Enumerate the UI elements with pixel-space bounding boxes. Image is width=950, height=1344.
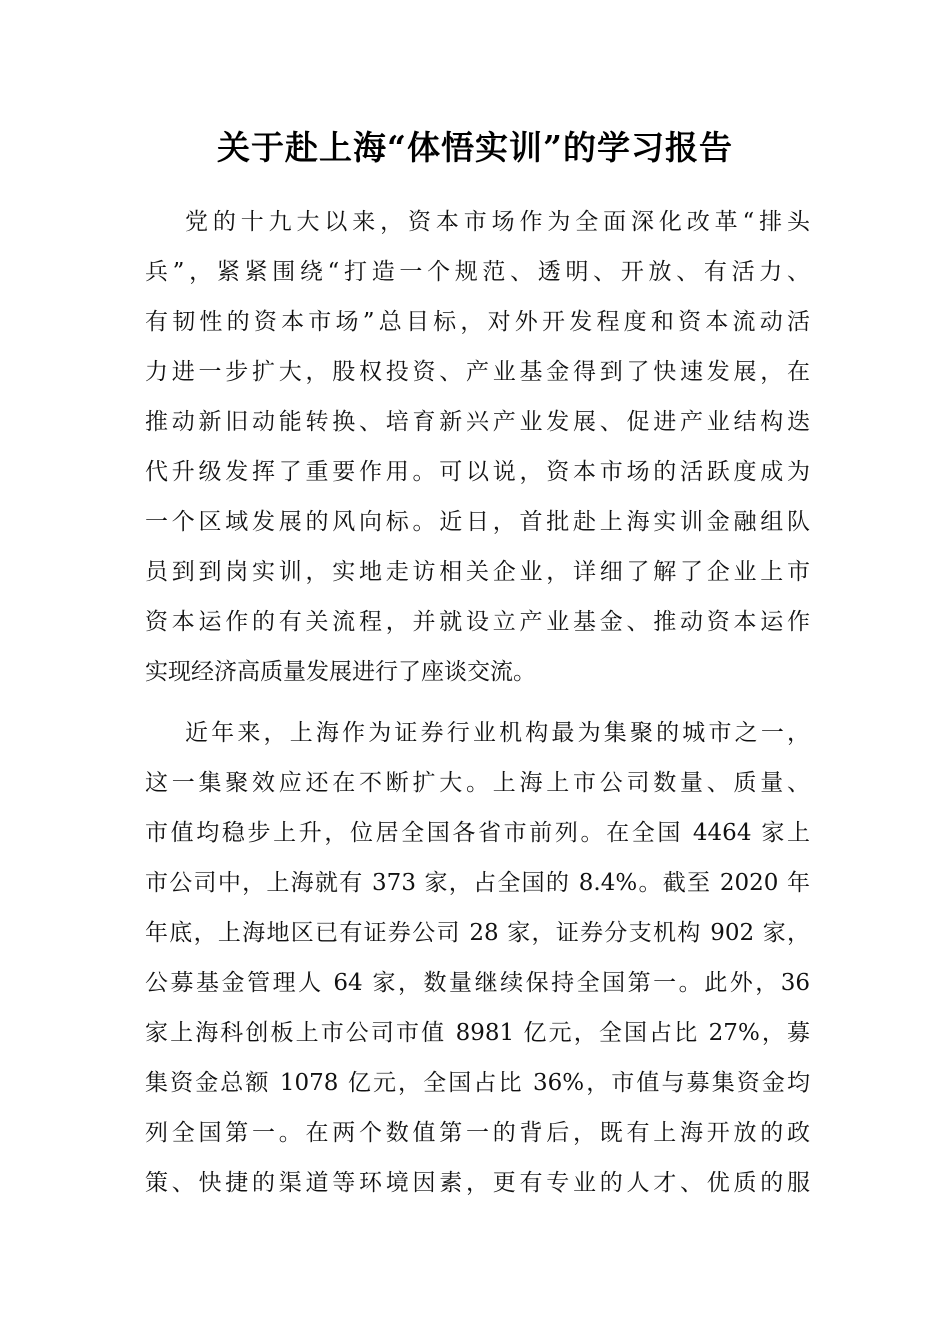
paragraph-line: 市公司中，上海就有 373 家，占全国的 8.4%。截至 2020 年 bbox=[145, 870, 810, 896]
paragraph-line: 推动新旧动能转换、培育新兴产业发展、促进产业结构迭 bbox=[145, 409, 810, 435]
paragraph-line: 员到到岗实训，实地走访相关企业，详细了解了企业上市 bbox=[145, 559, 810, 585]
paragraph-line: 党的十九大以来，资本市场作为全面深化改革“排头 bbox=[185, 209, 810, 235]
paragraph-2 bbox=[145, 708, 810, 1208]
paragraph-line: 近年来，上海作为证券行业机构最为集聚的城市之一， bbox=[185, 720, 810, 746]
paragraph-line: 代升级发挥了重要作用。可以说，资本市场的活跃度成为 bbox=[145, 459, 810, 485]
document-title: 关于赴上海“体悟实训”的学习报告 bbox=[217, 128, 733, 167]
paragraph-line: 有韧性的资本市场”总目标，对外开发程度和资本流动活 bbox=[145, 309, 810, 335]
paragraph-line: 实现经济高质量发展进行了座谈交流。 bbox=[145, 659, 536, 685]
paragraph-line: 策、快捷的渠道等环境因素，更有专业的人才、优质的服 bbox=[145, 1170, 810, 1196]
paragraph-line: 家上海科创板上市公司市值 8981 亿元，全国占比 27%，募 bbox=[145, 1020, 810, 1046]
paragraph-line: 市值均稳步上升，位居全国各省市前列。在全国 4464 家上 bbox=[145, 820, 810, 846]
paragraph-line: 年底，上海地区已有证券公司 28 家，证券分支机构 902 家， bbox=[145, 920, 810, 946]
paragraph-line: 公募基金管理人 64 家，数量继续保持全国第一。此外，36 bbox=[145, 970, 810, 996]
paragraph-line: 这一集聚效应还在不断扩大。上海上市公司数量、质量、 bbox=[145, 770, 810, 796]
paragraph-line: 一个区域发展的风向标。近日，首批赴上海实训金融组队 bbox=[145, 509, 810, 535]
paragraph-line: 资本运作的有关流程，并就设立产业基金、推动资本运作 bbox=[145, 609, 810, 635]
paragraph-line: 集资金总额 1078 亿元，全国占比 36%，市值与募集资金均 bbox=[145, 1070, 810, 1096]
paragraph-1 bbox=[145, 197, 810, 697]
paragraph-line: 列全国第一。在两个数值第一的背后，既有上海开放的政 bbox=[145, 1120, 810, 1146]
paragraph-line: 力进一步扩大，股权投资、产业基金得到了快速发展，在 bbox=[145, 359, 810, 385]
paragraph-line: 兵”，紧紧围绕“打造一个规范、透明、开放、有活力、 bbox=[145, 259, 810, 285]
